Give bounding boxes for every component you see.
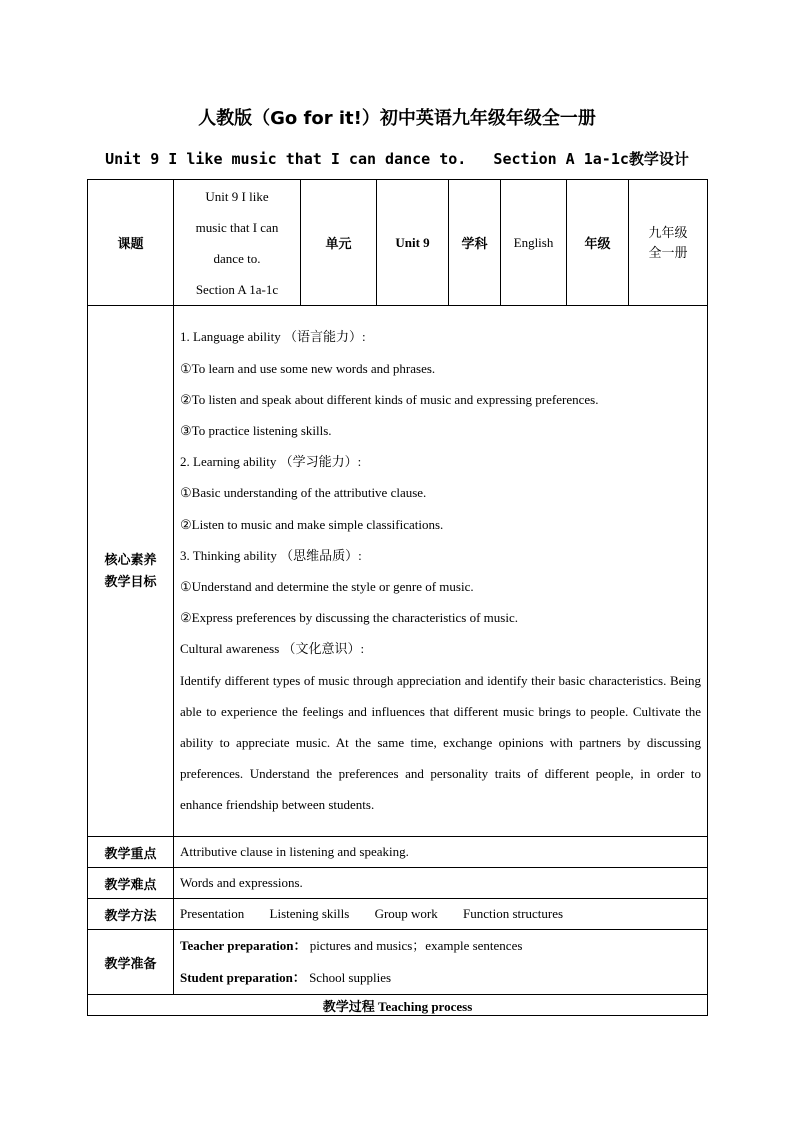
student-preparation-label: Student preparation： [180,970,306,985]
process-row [88,995,708,1016]
goal-line: ②To listen and speak about different kinds of music and expressing preferences. [180,391,599,407]
preparation-row [88,930,708,995]
goals-row [88,306,708,837]
goal-line: 3. Thinking ability （思维品质）: [180,547,362,563]
difficulties-value: Words and expressions. [174,868,708,899]
document-title: 人教版（Go for it!）初中英语九年级年级全一册 [198,108,596,129]
unit-value: Unit 9 [377,180,449,306]
topic-line: music that I can [195,219,279,235]
topic-value [174,180,301,306]
method-item: Group work [374,906,438,921]
goal-line: ②Express preferences by discussing the characteristics of music. [180,610,518,626]
lesson-plan-table [87,179,708,1016]
cultural-awareness-paragraph: Identify different types of music through appreciation and identify their basic characteristics. Being able to experience the feelings and influences that different music brings to people. Cultivate the ability to appreciate music. At the same time, exchange opinions with partners by discussing preferences. Understand the preferences and personality traits of different people, in order to enhance friendship between students. [180,672,701,813]
goals-content [174,306,708,837]
teacher-preparation-value: pictures and musics；example sentences [309,938,523,953]
topic-line: dance to. [213,250,261,266]
teaching-process-heading: 教学过程 Teaching process [88,995,708,1016]
key-points-value: Attributive clause in listening and speaking. [174,837,708,868]
difficulties-label: 教学难点 [88,868,174,899]
grade-line: 全一册 [648,244,688,260]
subject-value: English [501,180,567,306]
teacher-preparation-label: Teacher preparation： [180,938,307,953]
grade-value [629,180,708,306]
methods-row [88,899,708,930]
goal-line: ①Understand and determine the style or genre of music. [180,579,474,594]
preparation-content [174,930,708,995]
unit-label: 单元 [301,180,377,306]
methods-label: 教学方法 [88,899,174,930]
key-points-label: 教学重点 [88,837,174,868]
student-preparation [180,962,707,994]
methods-value [174,899,708,930]
goals-label-line: 教学目标 [104,574,157,589]
header-row [88,180,708,306]
student-preparation-value: School supplies [309,970,392,985]
grade-label: 年级 [567,180,629,306]
goals-label-line: 核心素养 [104,552,157,567]
goal-line: 2. Learning ability （学习能力）: [180,454,362,470]
preparation-label: 教学准备 [88,930,174,995]
topic-line: Unit 9 I like [205,188,269,204]
topic-label: 课题 [88,180,174,306]
goal-line: Cultural awareness （文化意识）: [180,641,365,657]
grade-line: 九年级 [648,224,688,240]
method-item: Presentation [180,906,245,921]
goals-label [88,306,174,837]
method-item: Listening skills [269,906,350,921]
subject-label: 学科 [449,180,501,306]
goal-line: ③To practice listening skills. [180,422,332,438]
key-points-row [88,837,708,868]
goal-line: 1. Language ability （语言能力）: [180,329,366,345]
goal-line: ②Listen to music and make simple classifications. [180,516,444,532]
difficulties-row [88,868,708,899]
goal-line: ①Basic understanding of the attributive clause. [180,485,427,501]
teacher-preparation [180,930,707,962]
method-item: Function structures [463,906,564,921]
goal-line: ①To learn and use some new words and phrases. [180,360,436,376]
document-subtitle: Unit 9 I like music that I can dance to. Section A 1a-1c教学设计 [105,150,689,168]
topic-line: Section A 1a-1c [195,281,279,297]
